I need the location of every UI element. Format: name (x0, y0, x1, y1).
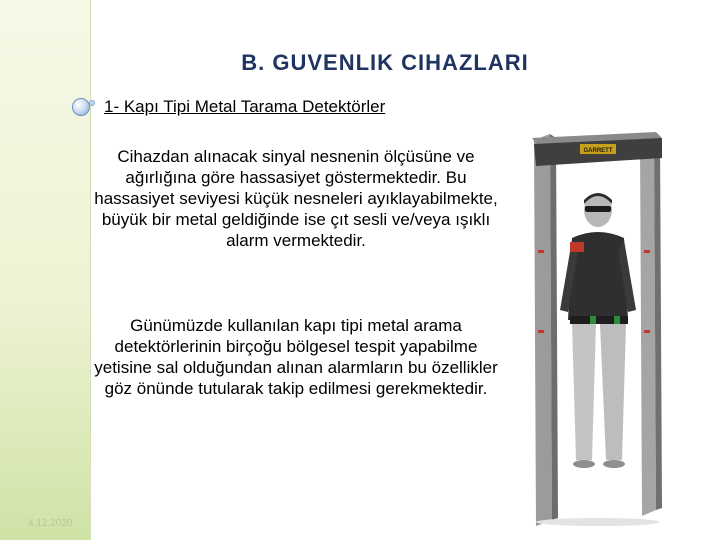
brand-label: GARRETT (583, 148, 613, 154)
paragraph-sensitivity: Cihazdan alınacak sinyal nesnenin ölçüsüne ve ağırlığına göre hassasiyet göstermektedir. Bu hassasiyet seviyesi küçük nesneleri ayıklayabilmekte, büyük bir metal geldiğinde ise çıt sesli ve/veya ışıklı alarm vermektedir. (94, 147, 498, 250)
metal-detector-gate-icon (528, 130, 668, 530)
slide-subtitle: 1- Kapı Tipi Metal Tarama Detektörler (104, 97, 386, 116)
left-decorative-band (0, 0, 90, 540)
band-divider (90, 0, 91, 540)
slide-title: B. GUVENLIK CIHAZLARI (241, 50, 529, 75)
paragraph-zonal-detection: Günümüzde kullanılan kapı tipi metal arama detektörlerinin birçoğu bölgesel tespit yapabilme yetisine sal olduğundan alınan alarmların bu özellikler göz önünde tutularak takip edilmesi gerekmektedir. (94, 316, 498, 398)
bullet-circle-icon (72, 98, 90, 116)
footer-date: 4.12.2020 (28, 518, 73, 529)
bullet-dot-icon (89, 100, 95, 106)
